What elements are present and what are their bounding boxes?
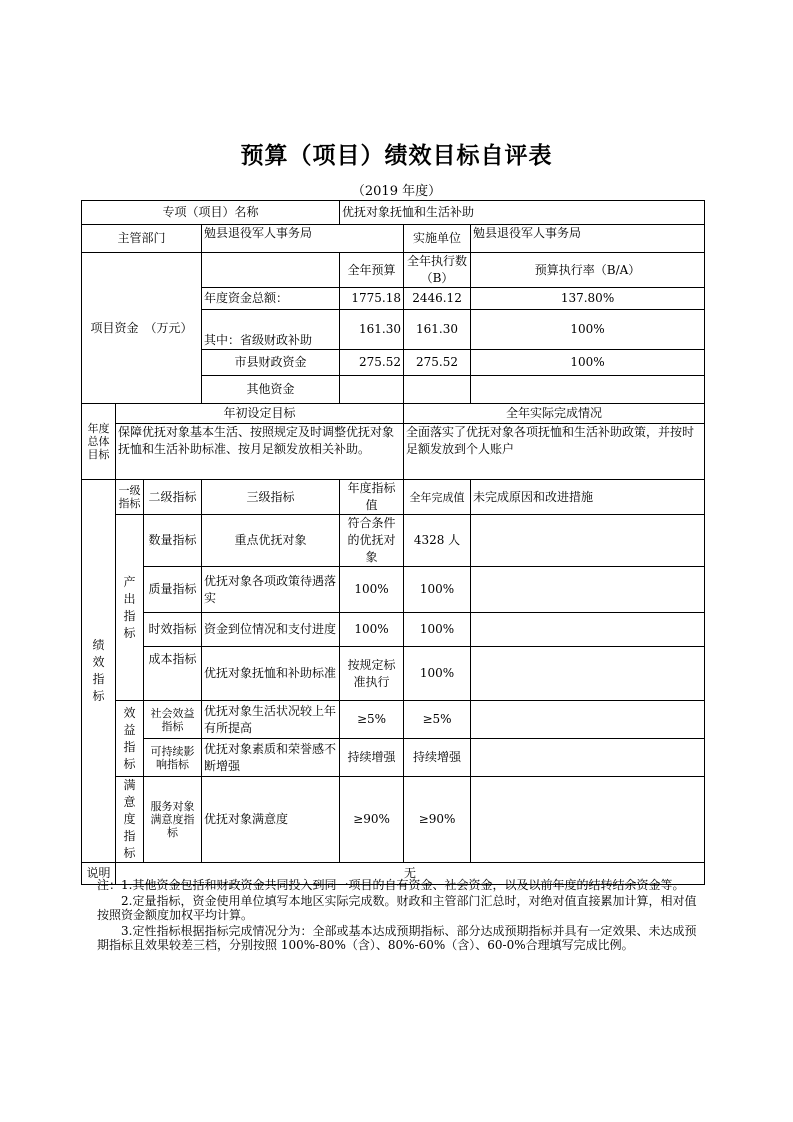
perf-l2: 数量指标 (144, 515, 202, 567)
perf-group-label: 产出指标 (116, 515, 144, 701)
perf-group-label: 满意度指标 (116, 777, 144, 863)
remark-value: 无 (116, 863, 705, 885)
perf-l2: 服务对象满意度指标 (144, 777, 202, 863)
dept-value: 勉县退役军人事务局 (202, 225, 404, 253)
perf-actual: 100% (404, 647, 471, 701)
impl-unit-label: 实施单位 (404, 225, 471, 253)
perf-reason (471, 647, 705, 701)
perf-actual: 100% (404, 567, 471, 613)
perf-reason (471, 613, 705, 647)
project-name-value: 优抚对象抚恤和生活补助 (340, 201, 705, 225)
funds-row-rate: 137.80% (471, 288, 705, 310)
funds-row-label: 年度资金总额： (202, 288, 340, 310)
year-subtitle: （2019 年度） (351, 184, 442, 199)
project-name-label: 专项（项目）名称 (82, 201, 340, 225)
perf-header-l2: 二级指标 (144, 480, 202, 515)
perf-l3: 优抚对象素质和荣誉感不断增强 (202, 739, 340, 777)
funds-row-exec: 2446.12 (404, 288, 471, 310)
perf-l3: 优抚对象各项政策待遇落实 (202, 567, 340, 613)
perf-actual: 持续增强 (404, 739, 471, 777)
funds-row-budget: 275.52 (340, 350, 404, 376)
perf-header-target: 年度指标值 (340, 480, 404, 515)
funds-header-rate: 预算执行率（B/A） (471, 253, 705, 288)
funds-row-label: 其中：省级财政补助 (202, 310, 340, 350)
perf-actual: 100% (404, 613, 471, 647)
funds-row-exec (404, 376, 471, 404)
perf-l3: 资金到位情况和支付进度 (202, 613, 340, 647)
perf-target: 100% (340, 567, 404, 613)
perf-reason (471, 567, 705, 613)
dept-label: 主管部门 (82, 225, 202, 253)
perf-header-reason: 未完成原因和改进措施 (471, 480, 705, 515)
perf-reason (471, 701, 705, 739)
perf-l2: 成本指标 (144, 647, 202, 701)
perf-header-l3: 三级指标 (202, 480, 340, 515)
funds-row-label: 其他资金 (202, 376, 340, 404)
initial-goal-text: 保障优抚对象基本生活、按照规定及时调整优抚对象抚恤和生活补助标准、按月足额发放相关补助。 (116, 424, 404, 480)
perf-actual: ≥5% (404, 701, 471, 739)
perf-target: 符合条件的优抚对象 (340, 515, 404, 567)
page-title: 预算（项目）绩效目标自评表 (240, 142, 553, 169)
perf-l2: 时效指标 (144, 613, 202, 647)
footnote: 注：1.其他资金包括和财政资金共同投入到同一项目的自有资金、社会资金，以及以前年度的结转结余资金等。 (97, 878, 685, 892)
funds-header-exec: 全年执行数（B） (404, 253, 471, 288)
perf-target: ≥90% (340, 777, 404, 863)
perf-header-actual: 全年完成值 (404, 480, 471, 515)
perf-actual: ≥90% (404, 777, 471, 863)
initial-goal-header: 年初设定目标 (116, 404, 404, 424)
funds-row-rate: 100% (471, 310, 705, 350)
perf-l2: 可持续影响指标 (144, 739, 202, 777)
impl-unit-value: 勉县退役军人事务局 (471, 225, 705, 253)
actual-goal-header: 全年实际完成情况 (404, 404, 705, 424)
funds-header-blank (202, 253, 340, 288)
perf-l3: 优抚对象抚恤和补助标准 (202, 647, 340, 701)
funds-row-budget: 161.30 (340, 310, 404, 350)
actual-goal-text: 全面落实了优抚对象各项抚恤和生活补助政策，并按时足额发放到个人账户 (404, 424, 705, 480)
perf-header-l1: 一级指标 (116, 480, 144, 515)
perf-group-label: 效益指标 (116, 701, 144, 777)
perf-reason (471, 515, 705, 567)
funds-row-budget: 1775.18 (340, 288, 404, 310)
footnotes (97, 878, 707, 954)
funds-header-budget: 全年预算 (340, 253, 404, 288)
perf-l3: 重点优抚对象 (202, 515, 340, 567)
perf-l3: 优抚对象满意度 (202, 777, 340, 863)
perf-target: 按规定标准执行 (340, 647, 404, 701)
perf-reason (471, 777, 705, 863)
annual-goal-label: 年度总体目标 (82, 404, 116, 480)
funds-row-rate (471, 376, 705, 404)
funds-row-budget (340, 376, 404, 404)
funds-row-label: 市县财政资金 (202, 350, 340, 376)
perf-target: 100% (340, 613, 404, 647)
perf-actual: 4328 人 (404, 515, 471, 567)
perf-target: ≥5% (340, 701, 404, 739)
footnote: 2.定量指标，资金使用单位填写本地区实际完成数。财政和主管部门汇总时，对绝对值直接累加计算，相对值按照资金额度加权平均计算。 (97, 894, 697, 922)
footnote: 3.定性指标根据指标完成情况分为：全部或基本达成预期指标、部分达成预期指标并具有一定效果、未达成预期指标且效果较差三档，分别按照 100%-80%（含）、80%-60%（含）、60-0%合理填写完成比例。 (97, 924, 697, 952)
evaluation-table (81, 200, 705, 885)
perf-reason (471, 739, 705, 777)
funds-label: 项目资金 （万元） (82, 253, 202, 404)
remark-label: 说明 (82, 863, 116, 885)
perf-l2: 社会效益指标 (144, 701, 202, 739)
perf-l2: 质量指标 (144, 567, 202, 613)
funds-row-exec: 161.30 (404, 310, 471, 350)
perf-indicator-label: 绩效指标 (82, 480, 116, 863)
perf-target: 持续增强 (340, 739, 404, 777)
funds-row-rate: 100% (471, 350, 705, 376)
funds-row-exec: 275.52 (404, 350, 471, 376)
perf-l3: 优抚对象生活状况较上年有所提高 (202, 701, 340, 739)
